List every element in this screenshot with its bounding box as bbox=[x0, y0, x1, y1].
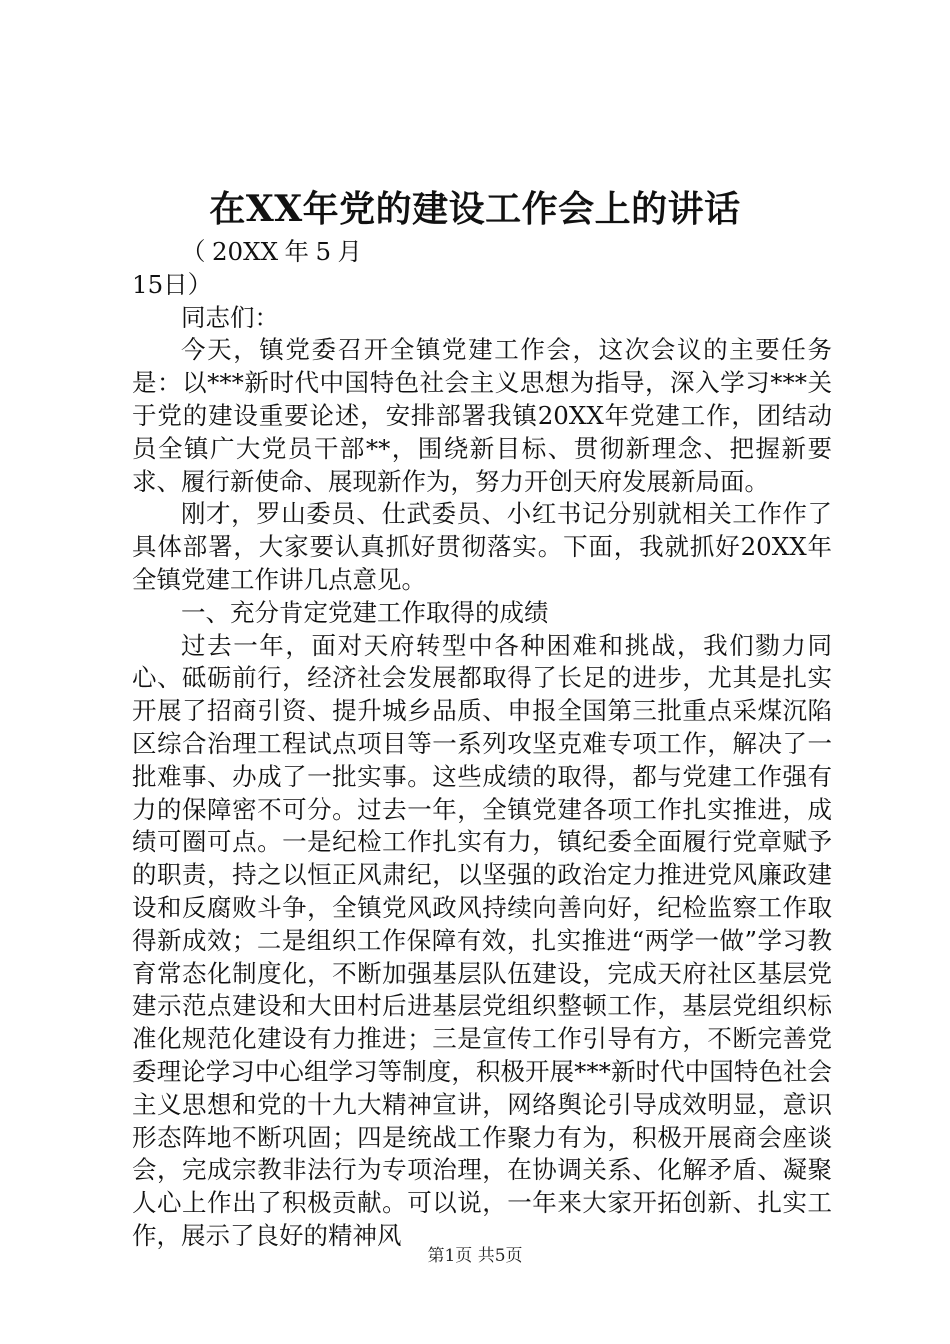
paragraph-remarks: 刚才，罗山委员、仕武委员、小红书记分别就相关工作作了具体部署，大家要认真抓好贯彻落实。下面，我就抓好20XX年全镇党建工作讲几点意见。 bbox=[132, 499, 832, 594]
page-number-footer: 第1页 共5页 bbox=[427, 1246, 523, 1266]
document-body bbox=[132, 236, 832, 1253]
date-line: （20XX年5月15日） bbox=[132, 237, 362, 299]
salutation: 同志们： bbox=[181, 302, 279, 332]
paragraph-opening: 今天，镇党委召开全镇党建工作会，这次会议的主要任务是：以***新时代中国特色社会主义思想为指导，深入学习***关于党的建设重要论述，安排部署我镇20XX年党建工作，团结动员全镇广大党员干部**，围绕新目标、贯彻新理念、把握新要求、履行新使命、展现新作为，努力开创天府发展新局面。 bbox=[132, 335, 832, 496]
section-heading: 一、充分肯定党建工作取得的成绩 bbox=[181, 597, 549, 627]
section-paragraph: 过去一年，面对天府转型中各种困难和挑战，我们勠力同心、砥砺前行，经济社会发展都取得了长足的进步，尤其是扎实开展了招商引资、提升城乡品质、申报全国第三批重点采煤沉陷区综合治理工程试点项目等一系列攻坚克难专项工作，解决了一批难事、办成了一批实事。这些成绩的取得，都与党建工作强有力的保障密不可分。过去一年，全镇党建各项工作扎实推进，成绩可圈可点。一是纪检工作扎实有力，镇纪委全面履行党章赋予的职责，持之以恒正风肃纪，以坚强的政治定力推进党风廉政建设和反腐败斗争，全镇党风政风持续向善向好，纪检监察工作取得新成效；二是组织工作保障有效，扎实推进“两学一做”学习教育常态化制度化，不断加强基层队伍建设，完成天府社区基层党建示范点建设和大田村后进基层党组织整顿工作，基层党组织标准化规范化建设有力推进；三是宣传工作引导有方，不断完善党委理论学习中心组学习等制度，积极开展***新时代中国特色社会主义思想和党的十九大精神宣讲，网络舆论引导成效明显，意识形态阵地不断巩固；四是统战工作聚力有为，积极开展商会座谈会，完成宗教非法行为专项治理，在协调关系、化解矛盾、凝聚人心上作出了积极贡献。可以说，一年来大家开拓创新、扎实工作，展示了良好的精神风 bbox=[132, 630, 832, 1250]
document-title: 在XX年党的建设工作会上的讲话 bbox=[209, 188, 741, 230]
